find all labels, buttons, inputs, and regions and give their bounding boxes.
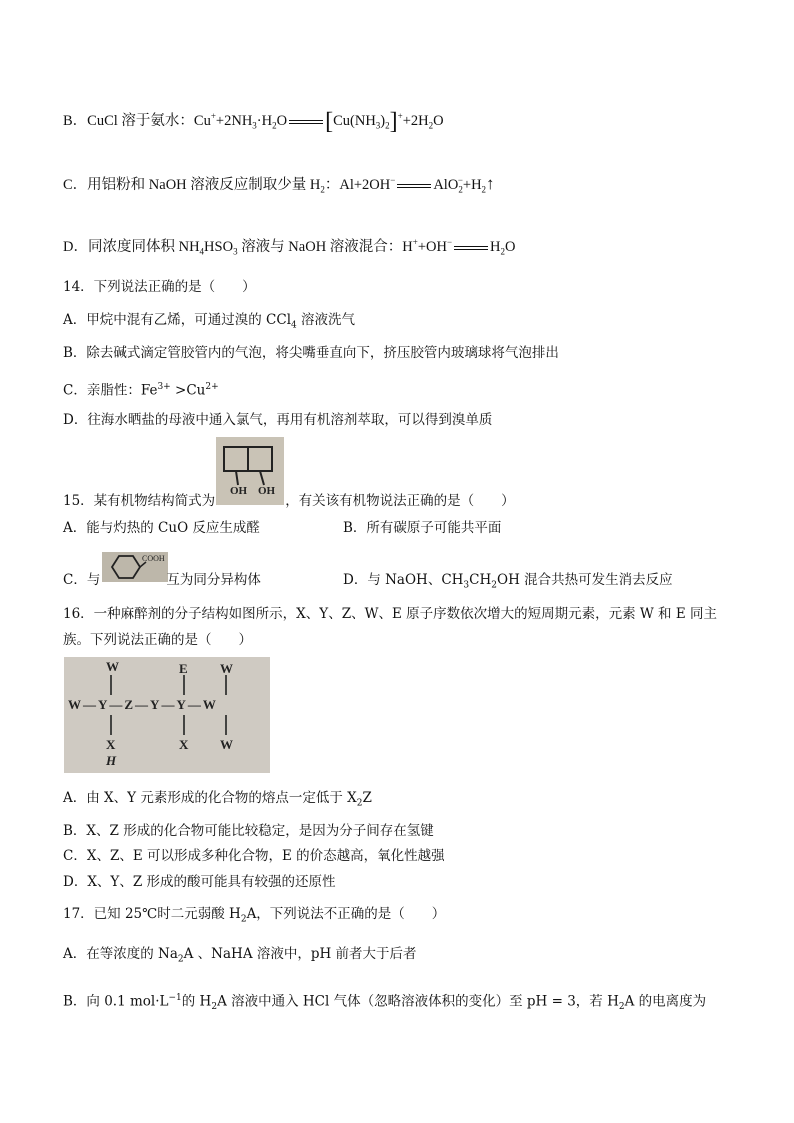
- atom-w: W: [106, 659, 119, 674]
- equals-arrow: [454, 246, 488, 250]
- cooh-label: COOH: [142, 554, 165, 563]
- q17-option-b: B．向 0.1 $mol\cdot L^{-1}$的 $H_2A$ 溶液中通入 HCl 气体（忽略溶液体积的变化）至 pH = 3，若 $H_2A$ 的电离度为: [63, 993, 707, 1013]
- q16-option-c: C．X、Z、E 可以形成多种化合物，E 的价态越高，氧化性越强: [63, 848, 445, 864]
- atom-x: X: [106, 737, 116, 752]
- q13-option-d: D．同浓度同体积 $NH_4HSO_3$ 溶液与 NaOH 溶液混合：H++OH− $H_2O$: [63, 237, 516, 257]
- q15-option-c: C．与 互为同分异构体: [63, 572, 261, 588]
- equals-arrow: [397, 184, 431, 188]
- q14-option-d: D．往海水晒盐的母液中通入氯气，再用有机溶剂萃取，可以得到溴单质: [63, 412, 493, 428]
- atom-x: X: [179, 737, 189, 752]
- q14-stem: 14．下列说法正确的是（ ）: [63, 279, 256, 295]
- q14-option-c: C．亲脂性：$Fe^{3+} >Cu^{2+}$: [63, 382, 219, 399]
- q16-option-a: A．由 X、Y 元素形成的化合物的熔点一定低于 $X_2Z$: [63, 790, 372, 809]
- q16-option-b: B．X、Z 形成的化合物可能比较稳定，是因为分子间存在氢键: [63, 823, 434, 839]
- q13-option-c: C．用铝粉和 NaOH 溶液反应制取少量 $H_2$：Al+2OH− $AlO_2^-+H_2↑$: [63, 173, 495, 195]
- oh-label: OH: [230, 485, 248, 497]
- atom-w: W: [220, 661, 233, 676]
- q16-stem-line2: 族。下列说法正确的是（ ）: [63, 632, 252, 648]
- q16-stem-line1: 16．一种麻醉剂的分子结构如图所示，X、Y、Z、W、E 原子序数依次增大的短周期元素，元素 W 和 E 同主: [63, 606, 717, 622]
- q15-option-a: A．能与灼热的 CuO 反应生成醛: [63, 520, 260, 536]
- q14-option-a: A．甲烷中混有乙烯，可通过溴的 CCl$_4$ 溶液洗气: [63, 312, 356, 331]
- atom-e: E: [179, 661, 188, 676]
- atom-h: H: [106, 753, 117, 768]
- q14-option-b: B．除去碱式滴定管胶管内的气泡，将尖嘴垂直向下，挤压胶管内玻璃球将气泡排出: [63, 345, 559, 361]
- q17-stem: 17．已知 25℃时二元弱酸 $H_2A$，下列说法不正确的是（ ）: [63, 906, 446, 925]
- atom-w: W: [220, 737, 233, 752]
- structure-bonds: [64, 657, 270, 773]
- q16-option-d: D．X、Y、Z 形成的酸可能具有较强的还原性: [63, 874, 336, 890]
- anesthetic-structure-image: [64, 657, 270, 773]
- oh-label: OH: [258, 485, 276, 497]
- q15-option-d: D．与 NaOH、$CH_3CH_2OH$ 混合共热可发生消去反应: [343, 572, 673, 591]
- q13-option-b: B．CuCl 溶于氨水：$Cu^++2NH_3\cdot H_2O$ $[Cu(NH_3)_2]^++2H_2O$: [63, 108, 444, 135]
- q15-option-b: B．所有碳原子可能共平面: [343, 520, 502, 536]
- q17-option-a: A．在等浓度的 $Na_2A$ 、NaHA 溶液中，pH 前者大于后者: [63, 946, 417, 965]
- equals-arrow: [289, 120, 323, 124]
- structure-main-chain: W—Y—Z—Y—Y—W: [68, 697, 218, 712]
- q15-stem: 15．某有机物结构简式为 ，有关该有机物说法正确的是（ ）: [63, 493, 515, 509]
